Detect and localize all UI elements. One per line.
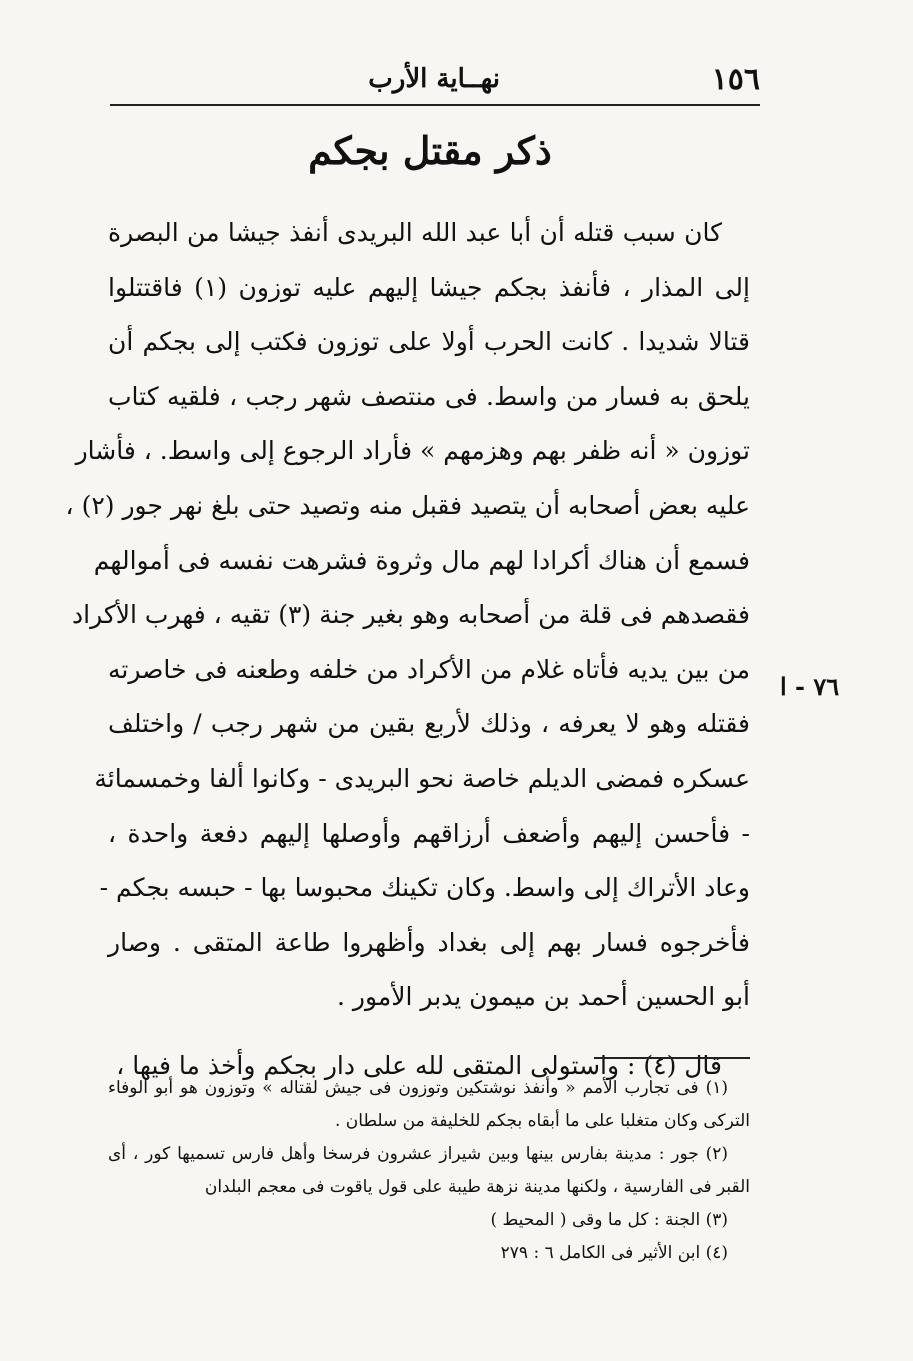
- text-line: إلى المذار ، فأنفذ بجكم جيشا إليهم عليه توزون (١) فاقتتلوا: [108, 272, 750, 302]
- text-line: كان سبب قتله أن أبا عبد الله البريدى أنفذ جيشا من البصرة: [108, 218, 722, 247]
- paragraph-gap: [108, 1025, 750, 1039]
- footnote-rule: [594, 1057, 750, 1059]
- text-line: أبو الحسين أحمد بن ميمون يدبر الأمور .: [336, 982, 750, 1012]
- text-line: - فأحسن إليهم وأضعف أرزاقهم وأوصلها إليهم دفعة واحدة ،: [108, 818, 750, 848]
- text-line: من بين يديه فأتاه غلام من الأكراد من خلفه وطعنه فى خاصرته: [108, 654, 750, 684]
- footnote-line: (١) فى تجارب الأمم « وأنفذ نوشتكين وتوزون فى جيش لقتاله » وتوزون هو أبو الوفاء: [108, 1078, 728, 1098]
- page-header: [100, 60, 760, 100]
- margin-reference-note: ٧٦ - ا: [780, 672, 840, 701]
- body-text: [65, 206, 750, 1094]
- footnote-line: (٢) جور : مدينة بفارس بينها وبين شيراز عشرون فرسخا وأهل فارس تسميها كور ، أى: [108, 1144, 728, 1164]
- running-title: نهــاية الأرب: [368, 64, 500, 94]
- text-line: عسكره فمضى الديلم خاصة نحو البريدى - وكانوا ألفا وخمسمائة: [94, 763, 750, 793]
- text-line: توزون « أنه ظفر بهم وهزمهم » فأراد الرجوع إلى واسط. ، فأشار: [75, 436, 750, 466]
- text-line: فسمع أن هناك أكرادا لهم مال وثروة فشرهت نفسه فى أموالهم: [93, 545, 750, 575]
- footnote-line: التركى وكان متغلبا على ما أبقاه بجكم للخليفة من سلطان .: [334, 1111, 750, 1131]
- text-line: فقتله وهو لا يعرفه ، وذلك لأربع بقين من شهر رجب / واختلف: [108, 709, 750, 739]
- last-paragraph-line: قال (٤) : واستولى المتقى لله على دار بجكم وأخذ ما فيها ،: [116, 1050, 722, 1080]
- page-number: ١٥٦: [711, 62, 760, 97]
- header-rule: [110, 104, 760, 106]
- footnote-line: (٣) الجنة : كل ما وقى ( المحيط ): [490, 1210, 728, 1230]
- chapter-title: ذكر مقتل بجكم: [308, 128, 552, 173]
- footnote-line: (٤) ابن الأثير فى الكامل ٦ : ٢٧٩: [500, 1243, 728, 1263]
- text-line: فقصدهم فى قلة من أصحابه وهو بغير جنة (٣) تقيه ، فهرب الأكراد: [72, 600, 750, 630]
- text-line: فأخرجوه فسار بهم إلى بغداد وأظهروا طاعة المتقى . وصار: [108, 927, 750, 957]
- text-line: قتالا شديدا . كانت الحرب أولا على توزون فكتب إلى بجكم أن: [108, 327, 750, 357]
- text-line: وعاد الأتراك إلى واسط. وكان تكينك محبوسا بها - حبسه بجكم -: [99, 873, 750, 903]
- text-line: عليه بعض أصحابه أن يتصيد فقبل منه وتصيد حتى بلغ نهر جور (٢) ،: [65, 490, 750, 520]
- footnotes: [108, 1072, 750, 1270]
- text-line: يلحق به فسار من واسط. فى منتصف شهر رجب ، فلقيه كتاب: [108, 381, 750, 411]
- footnote-line: القبر فى الفارسية ، ولكنها مدينة نزهة طيبة على قول ياقوت فى معجم البلدان: [204, 1177, 750, 1197]
